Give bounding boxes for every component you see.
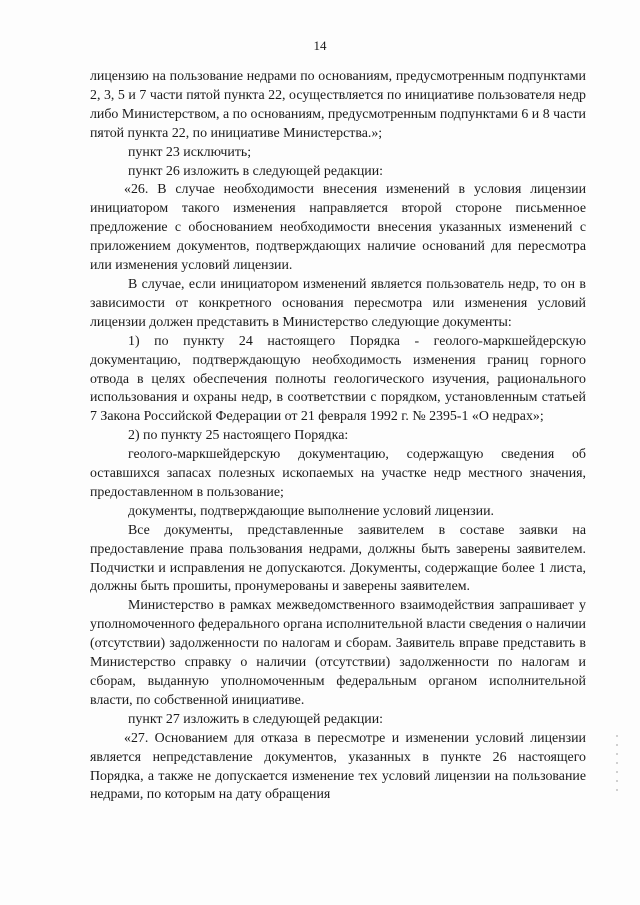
paragraph-subitem-1: 1) по пункту 24 настоящего Порядка - геолого-маркшейдерскую документацию, подтверждающую необходимость изменения границ горного отвода в целях обеспечения полноты геологического изучения, рационального использования и охраны недр, в соответствии с порядком, установленным статьей 7 Закона Российской Федерации от 21 февраля 1992 г. № 2395-1 «О недрах»; [90, 333, 586, 425]
paragraph-item-27-intro: пункт 27 изложить в следующей редакции: [128, 711, 383, 727]
paragraph-ministry-request: Министерство в рамках межведомственного взаимодействия запрашивает у уполномоченного федерального органа исполнительной власти сведения о наличии (отсутствии) задолженности по налогам и сборам. Заявитель вправе представить в Министерство справку о наличии (отсутствии) задолженности по налогам и сборам, выданную уполномоченным федеральным органом исполнительной власти, по собственной инициативе. [90, 598, 586, 708]
paragraph-subitem-2: 2) по пункту 25 настоящего Порядка: [128, 428, 349, 444]
paragraph-clause-26: «26. В случае необходимости внесения изменений в условия лицензии инициатором такого изменения направляется второй стороне письменное предложение с обоснованием необходимости внесения указанных изменений с приложением документов, подтверждающих наличие оснований для пересмотра или изменения условий лицензии. [90, 182, 586, 274]
paragraph-certification: Все документы, представленные заявителем в составе заявки на предоставление права пользования недрами, должны быть заверены заявителем. Подчистки и исправления не допускаются. Документы, содержащие более 1 листа, должны быть прошиты, пронумерованы и заверены заявителем. [90, 522, 586, 595]
paragraph-license-docs: документы, подтверждающие выполнение условий лицензии. [128, 503, 494, 519]
paragraph-geology-docs: геолого-маркшейдерскую документацию, содержащую сведения об оставшихся запасах полезных ископаемых на участке недр местного значения, предоставленном в пользование; [90, 447, 586, 500]
document-body [90, 68, 586, 805]
paragraph-continuation: лицензию на пользование недрами по основаниям, предусмотренным подпунктами 2, 3, 5 и 7 части пятой пункта 22, осуществляется по инициативе пользователя недр либо Министерством, а по основаниям, предусмотренным подпунктами 6 и 8 части пятой пункта 22, по инициативе Министерства.»; [90, 69, 586, 141]
scan-edge-marks [616, 735, 618, 795]
page-number: 14 [313, 38, 327, 53]
paragraph-item-26-intro: пункт 26 изложить в следующей редакции: [128, 163, 383, 179]
paragraph-clause-27: «27. Основанием для отказа в пересмотре и изменении условий лицензии является непредставление документов, указанных в пункте 26 настоящего Порядка, а также не допускается изменение тех условий лицензии на пользование недрами, по которым на дату обращения [90, 730, 586, 803]
paragraph-initiator: В случае, если инициатором изменений является пользователь недр, то он в зависимости от конкретного основания пересмотра или изменения условий лицензии должен представить в Министерство следующие документы: [90, 276, 586, 330]
paragraph-item-23: пункт 23 исключить; [128, 144, 252, 160]
